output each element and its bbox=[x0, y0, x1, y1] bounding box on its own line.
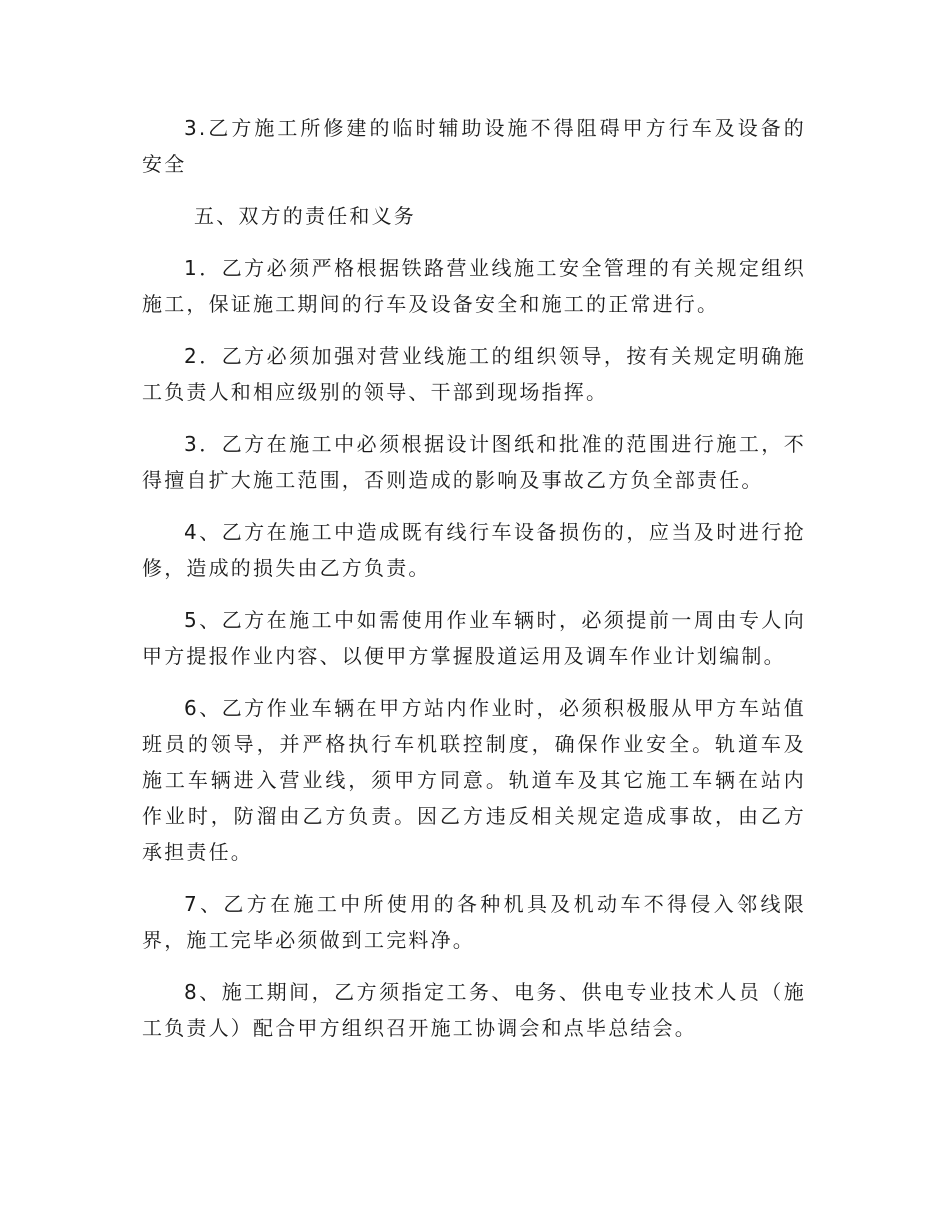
paragraph-duty-8: 8、施工期间，乙方须指定工务、电务、供电专业技术人员（施工负责人）配合甲方组织召开施工协调会和点毕总结会。 bbox=[142, 980, 806, 1040]
paragraph-duty-3: 3．乙方在施工中必须根据设计图纸和批准的范围进行施工，不得擅自扩大施工范围，否则造成的影响及事故乙方负全部责任。 bbox=[142, 432, 806, 492]
paragraph-duty-5: 5、乙方在施工中如需使用作业车辆时，必须提前一周由专人向甲方提报作业内容、以便甲方掌握股道运用及调车作业计划编制。 bbox=[142, 608, 806, 668]
paragraph-clause-3-temporary-facilities: 3.乙方施工所修建的临时辅助设施不得阻碍甲方行车及设备的安全 bbox=[142, 116, 806, 176]
document-body bbox=[142, 110, 806, 1046]
paragraph-duty-6: 6、乙方作业车辆在甲方站内作业时，必须积极服从甲方车站值班员的领导，并严格执行车机联控制度，确保作业安全。轨道车及施工车辆进入营业线，须甲方同意。轨道车及其它施工车辆在站内作业时，防溜由乙方负责。因乙方违反相关规定造成事故，由乙方承担责任。 bbox=[142, 696, 806, 864]
paragraph-duty-4: 4、乙方在施工中造成既有线行车设备损伤的，应当及时进行抢修，造成的损失由乙方负责。 bbox=[142, 520, 806, 580]
section-heading-5: 五、双方的责任和义务 bbox=[194, 204, 416, 228]
paragraph-duty-1: 1．乙方必须严格根据铁路营业线施工安全管理的有关规定组织施工，保证施工期间的行车及设备安全和施工的正常进行。 bbox=[142, 256, 806, 316]
paragraph-duty-7: 7、乙方在施工中所使用的各种机具及机动车不得侵入邻线限界，施工完毕必须做到工完料净。 bbox=[142, 892, 806, 952]
paragraph-duty-2: 2．乙方必须加强对营业线施工的组织领导，按有关规定明确施工负责人和相应级别的领导、干部到现场指挥。 bbox=[142, 344, 806, 404]
